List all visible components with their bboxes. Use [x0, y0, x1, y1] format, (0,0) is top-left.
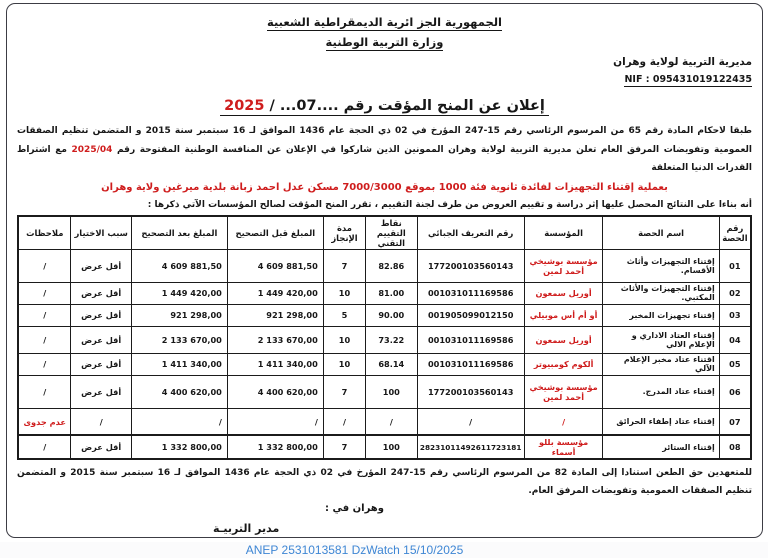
- cell-score: 68.14: [366, 353, 417, 375]
- cell-tax-id: 001031011169586: [417, 326, 524, 353]
- cell-score: 90.00: [366, 304, 417, 326]
- col-header-reason: سبب الاختيار: [71, 216, 131, 250]
- cell-firm: أو أم أس موبيلي: [524, 304, 603, 326]
- title-year: 2025: [224, 98, 265, 115]
- cell-amount-after: 2 133 670,00: [131, 326, 227, 353]
- cell-lot-name: اقتناء عتاد مخبر الإعلام الآلي: [603, 353, 719, 375]
- cell-note: /: [18, 435, 71, 459]
- cell-lot-no: 08: [719, 435, 751, 459]
- table-row: [18, 375, 751, 408]
- cell-tax-id: 177200103560143: [417, 375, 524, 408]
- table-row: [18, 408, 751, 435]
- agency-block: [17, 54, 752, 88]
- cell-amount-before: 1 332 800,00: [227, 435, 323, 459]
- cell-lot-no: 05: [719, 353, 751, 375]
- cell-score: 100: [366, 375, 417, 408]
- cell-amount-after: /: [131, 408, 227, 435]
- operation-line: بعملية إقتناء التجهيزات لفائدة ثانوية فئة 1000 بموقع 7000/3000 مسكن عدل احمد زبانة بلدية ميرغين ولاية وهران: [101, 181, 668, 193]
- cell-note: /: [18, 304, 71, 326]
- intro-paragraph: [17, 122, 752, 177]
- table-header-row: [18, 216, 751, 250]
- signature-area: [17, 502, 752, 558]
- cell-lot-name: إقتناء العتاد الاداري و الإعلام الالي: [603, 326, 719, 353]
- cell-firm: أوريل سمعون: [524, 282, 603, 304]
- signer-title: مدير التربيـة: [213, 521, 280, 535]
- col-header-duration: مدة الإنجاز: [323, 216, 365, 250]
- cell-amount-before: 921 298,00: [227, 304, 323, 326]
- cell-amount-after: 1 449 420,00: [131, 282, 227, 304]
- col-header-tax-id: رقم التعريف الجبائي: [417, 216, 524, 250]
- cell-lot-name: إقتناء عتاد إطفاء الحرائق: [603, 408, 719, 435]
- document-border-frame: [6, 3, 763, 557]
- cell-amount-after: 4 609 881,50: [131, 249, 227, 282]
- cell-reason: أقل عرض: [71, 375, 131, 408]
- cell-duration: 10: [323, 282, 365, 304]
- cell-lot-no: 01: [719, 249, 751, 282]
- cell-tax-id: 28231011492611723181: [417, 435, 524, 459]
- table-row: [18, 282, 751, 304]
- col-header-notes: ملاحظات: [18, 216, 71, 250]
- cell-reason: أقل عرض: [71, 249, 131, 282]
- cell-lot-no: 06: [719, 375, 751, 408]
- cell-tax-id: 001031011169586: [417, 282, 524, 304]
- cell-lot-no: 07: [719, 408, 751, 435]
- republic-line: [17, 12, 752, 32]
- cell-reason: أقل عرض: [71, 435, 131, 459]
- col-header-lot-name: اسم الحصة: [603, 216, 719, 250]
- cell-duration: 7: [323, 249, 365, 282]
- cell-firm: ألكوم كومبيوتر: [524, 353, 603, 375]
- tender-number: 2025/04: [71, 144, 113, 155]
- col-header-amount-before: المبلغ قبل التصحيح: [227, 216, 323, 250]
- cell-note: /: [18, 249, 71, 282]
- cell-lot-no: 04: [719, 326, 751, 353]
- cell-note: /: [18, 375, 71, 408]
- cell-score: 82.86: [366, 249, 417, 282]
- col-header-score: نقاط التقييم التقني: [366, 216, 417, 250]
- ministry-line: [17, 32, 752, 52]
- cell-lot-name: إقتناء الستائر: [603, 435, 719, 459]
- cell-amount-after: 4 400 620,00: [131, 375, 227, 408]
- document-header: [17, 12, 752, 52]
- directorate-name: مديرية التربية لولاية وهران: [613, 56, 752, 69]
- cell-tax-id: 001905099012150: [417, 304, 524, 326]
- cell-amount-before: 1 449 420,00: [227, 282, 323, 304]
- anep-reference: ANEP 2531013581 DzWatch 15/10/2025: [245, 542, 464, 557]
- cell-tax-id: /: [417, 408, 524, 435]
- cell-amount-after: 1 332 800,00: [131, 435, 227, 459]
- cell-reason: أقل عرض: [71, 326, 131, 353]
- cell-duration: 7: [323, 435, 365, 459]
- award-table: [17, 215, 752, 461]
- appeal-paragraph: للمتعهدين حق الطعن استنادا إلى المادة 82 من المرسوم الرئاسي رقم 15-247 المؤرخ في 02 ذي الحجة عام 1436 الموافق لـ 16 سبتمبر سنة 2015 و المتضمن تنظيم الصفقات العمومية وتفويضات المرفق العام.: [17, 468, 753, 496]
- cell-lot-name: إقتناء التجهيزات والأثاث المكتبي.: [603, 282, 719, 304]
- cell-amount-after: 1 411 340,00: [131, 353, 227, 375]
- table-row: [18, 249, 751, 282]
- cell-score: 100: [366, 435, 417, 459]
- table-row: [18, 326, 751, 353]
- table-row: [18, 304, 751, 326]
- cell-amount-before: 1 411 340,00: [227, 353, 323, 375]
- cell-duration: /: [323, 408, 365, 435]
- cell-lot-no: 02: [719, 282, 751, 304]
- cell-firm: مؤسسة بوشيخي أحمد لمين: [524, 375, 603, 408]
- cell-amount-before: 2 133 670,00: [227, 326, 323, 353]
- table-row: [18, 353, 751, 375]
- cell-amount-before: 4 609 881,50: [227, 249, 323, 282]
- cell-tax-id: 001031011169586: [417, 353, 524, 375]
- cell-score: 73.22: [366, 326, 417, 353]
- cell-duration: 10: [323, 353, 365, 375]
- nif-number: NIF : 095431019122435: [624, 74, 752, 86]
- cell-note: /: [18, 326, 71, 353]
- col-header-lot-no: رقم الحصة: [719, 216, 751, 250]
- intro-part1: طبقا لاحكام المادة رقم 65 من المرسوم الرئاسي رقم 15-247 المؤرخ في 02 ذي الحجة عام 1436 الموافق لـ 16 سبتمبر سنة 2015 و المتضمن تنظيم الصفقات العمومية وتفويضات المرفق العام تعلن مديرية التربية لولاية وهران الممونين الذين شاركوا في الإعلان عن المنافسة الوطنية المفتوحة رقم: [17, 126, 752, 155]
- cell-firm: /: [524, 408, 603, 435]
- page-title: [220, 98, 549, 116]
- cell-lot-no: 03: [719, 304, 751, 326]
- cell-firm: أوريل سمعون: [524, 326, 603, 353]
- cell-amount-before: /: [227, 408, 323, 435]
- cell-amount-after: 921 298,00: [131, 304, 227, 326]
- cell-note: /: [18, 353, 71, 375]
- result-line: أنه بناءا على النتائج المحصل عليها إثر دراسة و تقييم العروض من طرف لجنة التقييم ، تقرر المنح المؤقت لصالح المؤسسات الآتي ذكرها :: [147, 199, 752, 210]
- cell-lot-name: إقتناء عتاد المدرج.: [603, 375, 719, 408]
- cell-duration: 10: [323, 326, 365, 353]
- cell-amount-before: 4 400 620,00: [227, 375, 323, 408]
- col-header-amount-after: المبلغ بعد التصحيح: [131, 216, 227, 250]
- cell-duration: 5: [323, 304, 365, 326]
- cell-firm: مؤسسة بوشيخي أحمد لمين: [524, 249, 603, 282]
- title-text: إعلان عن المنح المؤقت رقم ....07... /: [264, 98, 545, 115]
- cell-reason: أقل عرض: [71, 304, 131, 326]
- cell-duration: 7: [323, 375, 365, 408]
- cell-firm: مؤسسة بللو أسماء: [524, 435, 603, 459]
- cell-score: /: [366, 408, 417, 435]
- cell-score: 81.00: [366, 282, 417, 304]
- republic-text: الجمهورية الجز ائرية الديمقراطية الشعبية: [266, 15, 502, 29]
- place-date-line: وهران في :: [325, 502, 384, 514]
- cell-lot-name: إقتناء التجهيزات وأثاث الأقسام.: [603, 249, 719, 282]
- ministry-text: وزارة التربية الوطنية: [325, 35, 444, 50]
- cell-reason: أقل عرض: [71, 353, 131, 375]
- intro-part2: مع اشتراط القدرات الدنيا المتعلقة: [17, 144, 752, 174]
- cell-lot-name: إقتناء تجهيزات المخبر: [603, 304, 719, 326]
- cell-reason: /: [71, 408, 131, 435]
- table-row: [18, 435, 751, 459]
- col-header-firm: المؤسسة: [524, 216, 603, 250]
- cell-reason: أقل عرض: [71, 282, 131, 304]
- title-row: [17, 95, 752, 116]
- cell-tax-id: 177200103560143: [417, 249, 524, 282]
- cell-note: /: [18, 282, 71, 304]
- cell-note-infructuous: عدم جدوى: [18, 408, 71, 435]
